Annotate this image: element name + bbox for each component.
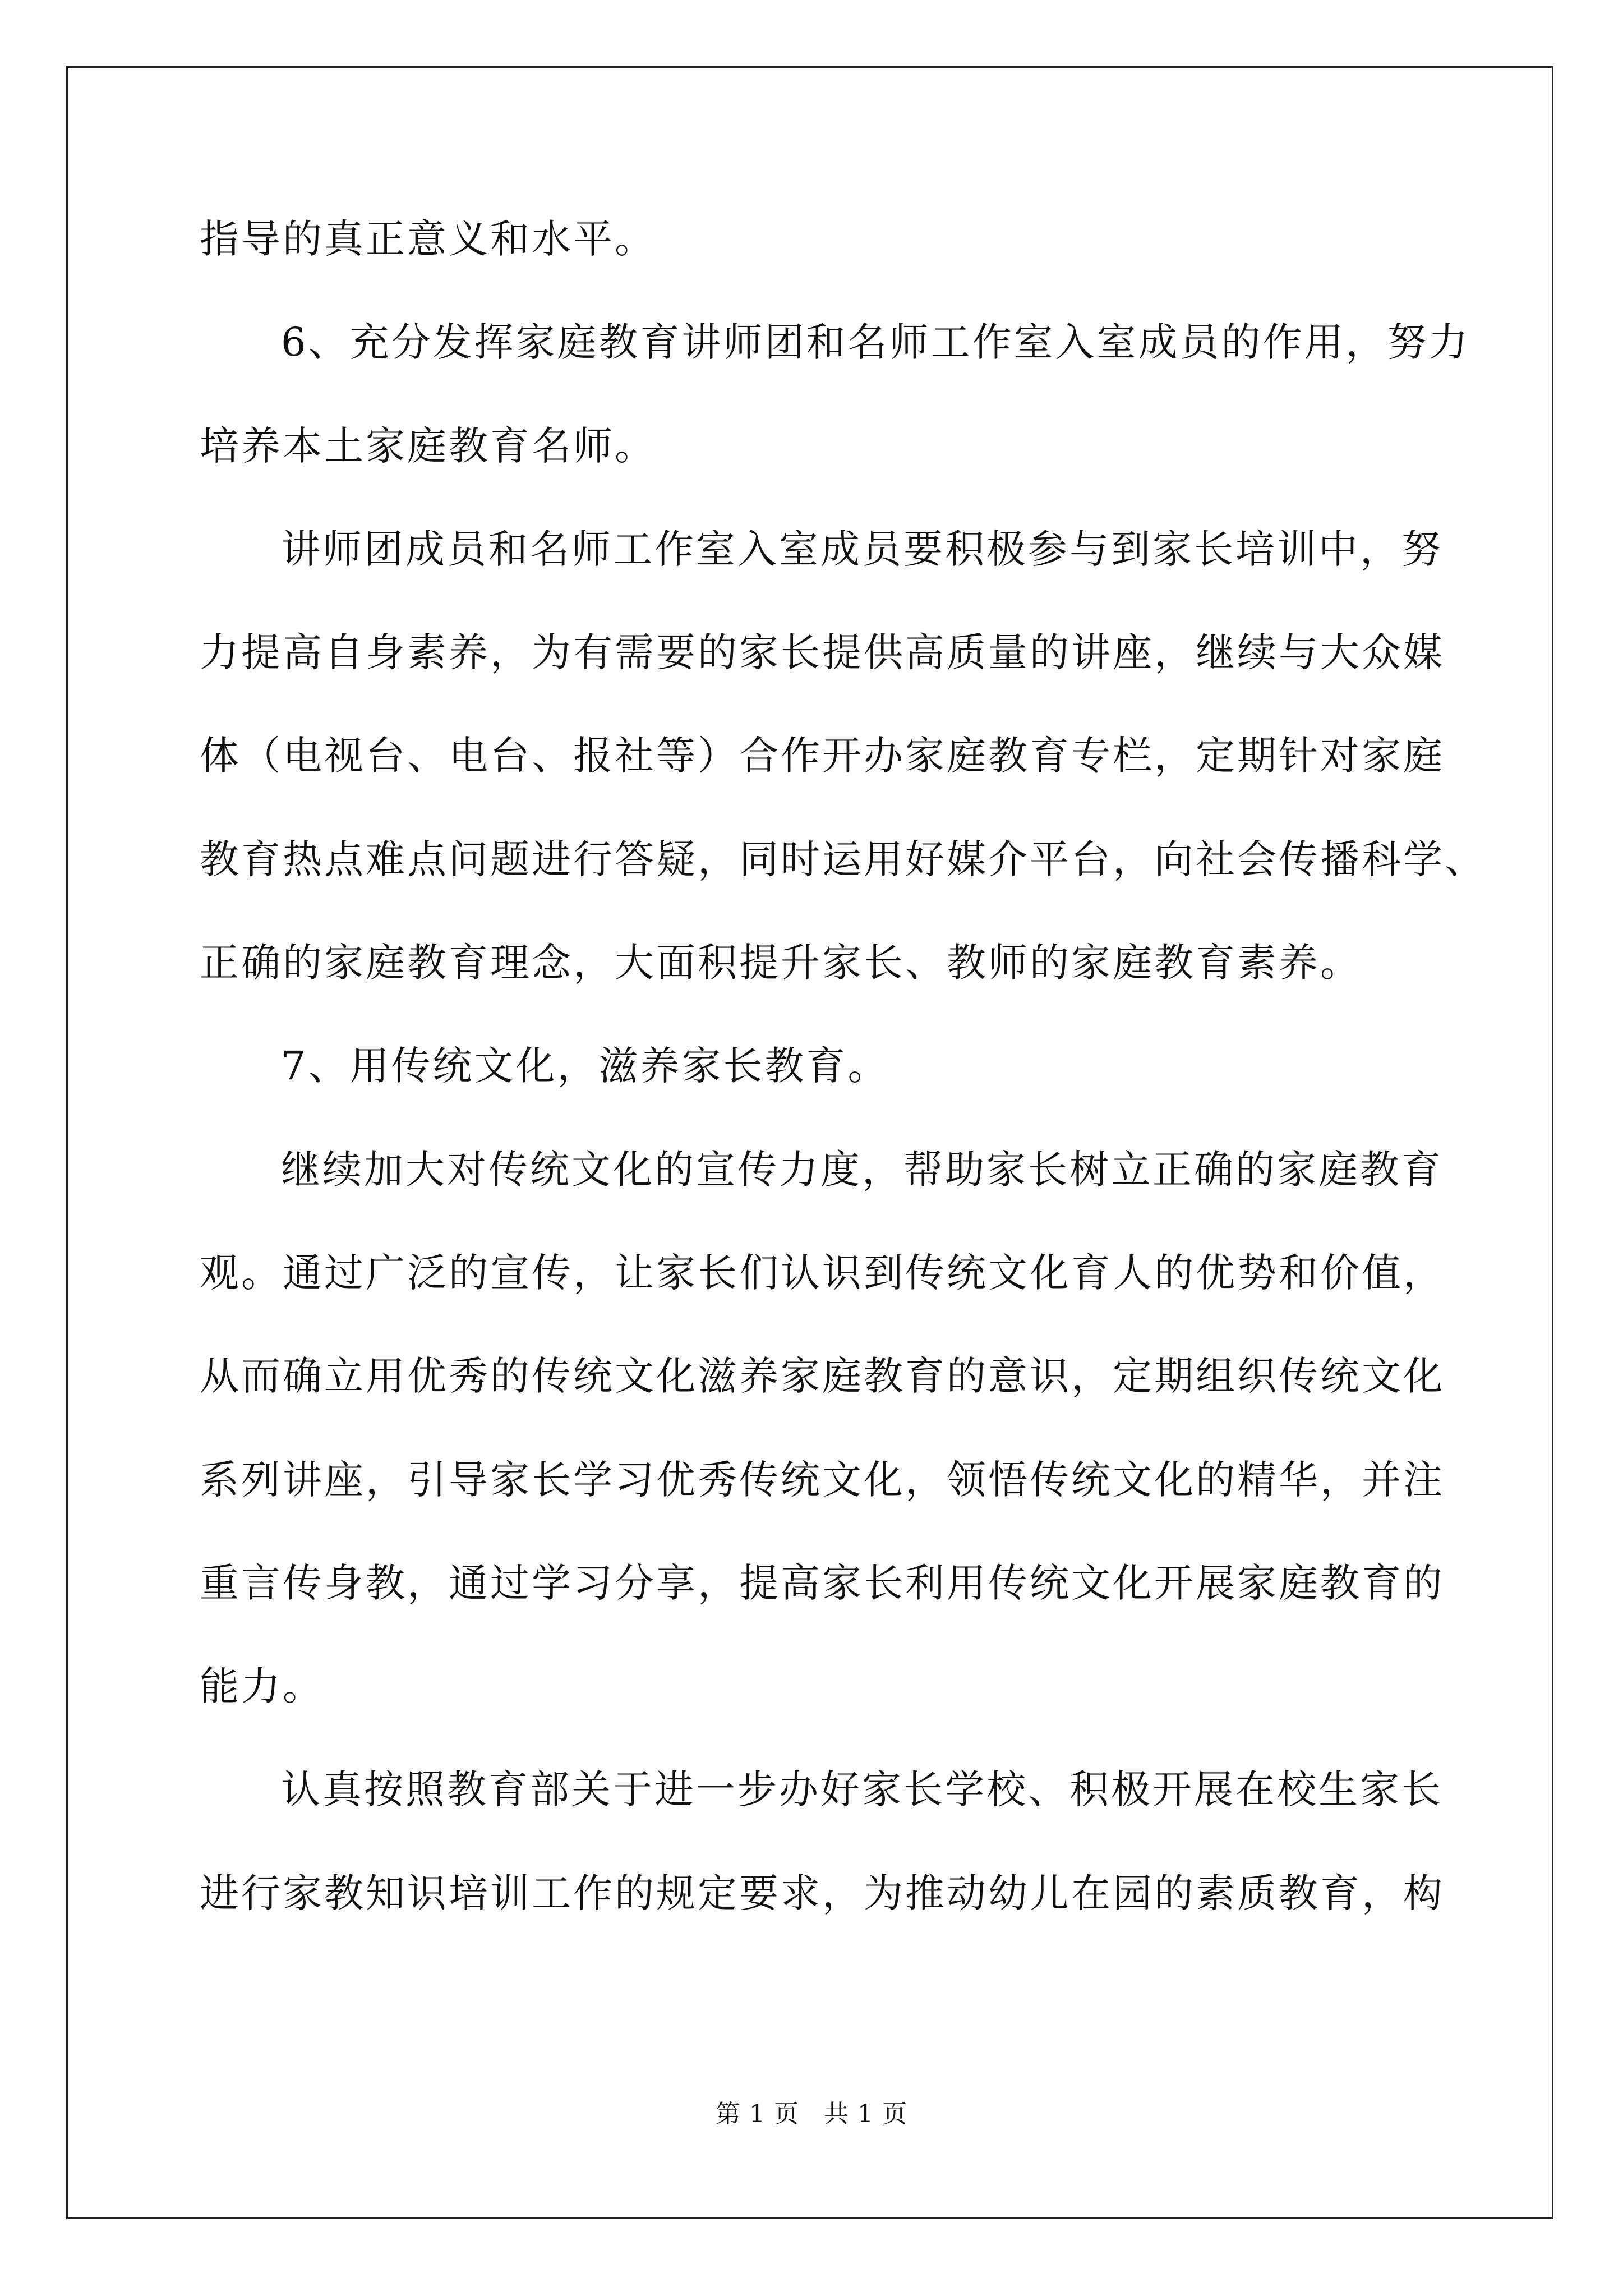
text-line: 从而确立用优秀的传统文化滋养家庭教育的意识，定期组织传统文化 (200, 1353, 1445, 1400)
text-line: 能力。 (200, 1663, 324, 1710)
text-line: 观。通过广泛的宣传，让家长们认识到传统文化育人的优势和价值， (200, 1249, 1445, 1296)
text-line: 重言传身教，通过学习分享，提高家长利用传统文化开展家庭教育的 (200, 1559, 1445, 1606)
text-line: 继续加大对传统文化的宣传力度，帮助家长树立正确的家庭教育 (281, 1146, 1443, 1193)
document-body (200, 216, 1486, 1976)
text-line: 7、用传统文化，滋养家长教育。 (281, 1043, 889, 1089)
text-line: 培养本土家庭教育名师。 (200, 422, 656, 469)
text-line: 认真按照教育部关于进一步办好家长学校、积极开展在校生家长 (281, 1766, 1443, 1813)
page-footer (0, 2100, 1623, 2128)
page-number: 第 1 页 (716, 2100, 799, 2128)
page-total: 共 1 页 (824, 2100, 907, 2128)
text-line: 进行家教知识培训工作的规定要求，为推动幼儿在园的素质教育，构 (200, 1870, 1445, 1916)
text-line: 正确的家庭教育理念，大面积提升家长、教师的家庭教育素养。 (200, 940, 1362, 986)
text-line: 系列讲座，引导家长学习优秀传统文化，领悟传统文化的精华，并注 (200, 1456, 1445, 1503)
text-line: 6、充分发挥家庭教育讲师团和名师工作室入室成员的作用，努力 (281, 319, 1470, 366)
text-line: 讲师团成员和名师工作室入室成员要积极参与到家长培训中，努 (281, 526, 1443, 572)
text-line: 体（电视台、电台、报社等）合作开办家庭教育专栏，定期针对家庭 (200, 733, 1445, 779)
text-line: 指导的真正意义和水平。 (200, 216, 656, 262)
text-line: 力提高自身素养，为有需要的家长提供高质量的讲座，继续与大众媒 (200, 629, 1445, 676)
text-line: 教育热点难点问题进行答疑，同时运用好媒介平台，向社会传播科学、 (200, 836, 1486, 882)
